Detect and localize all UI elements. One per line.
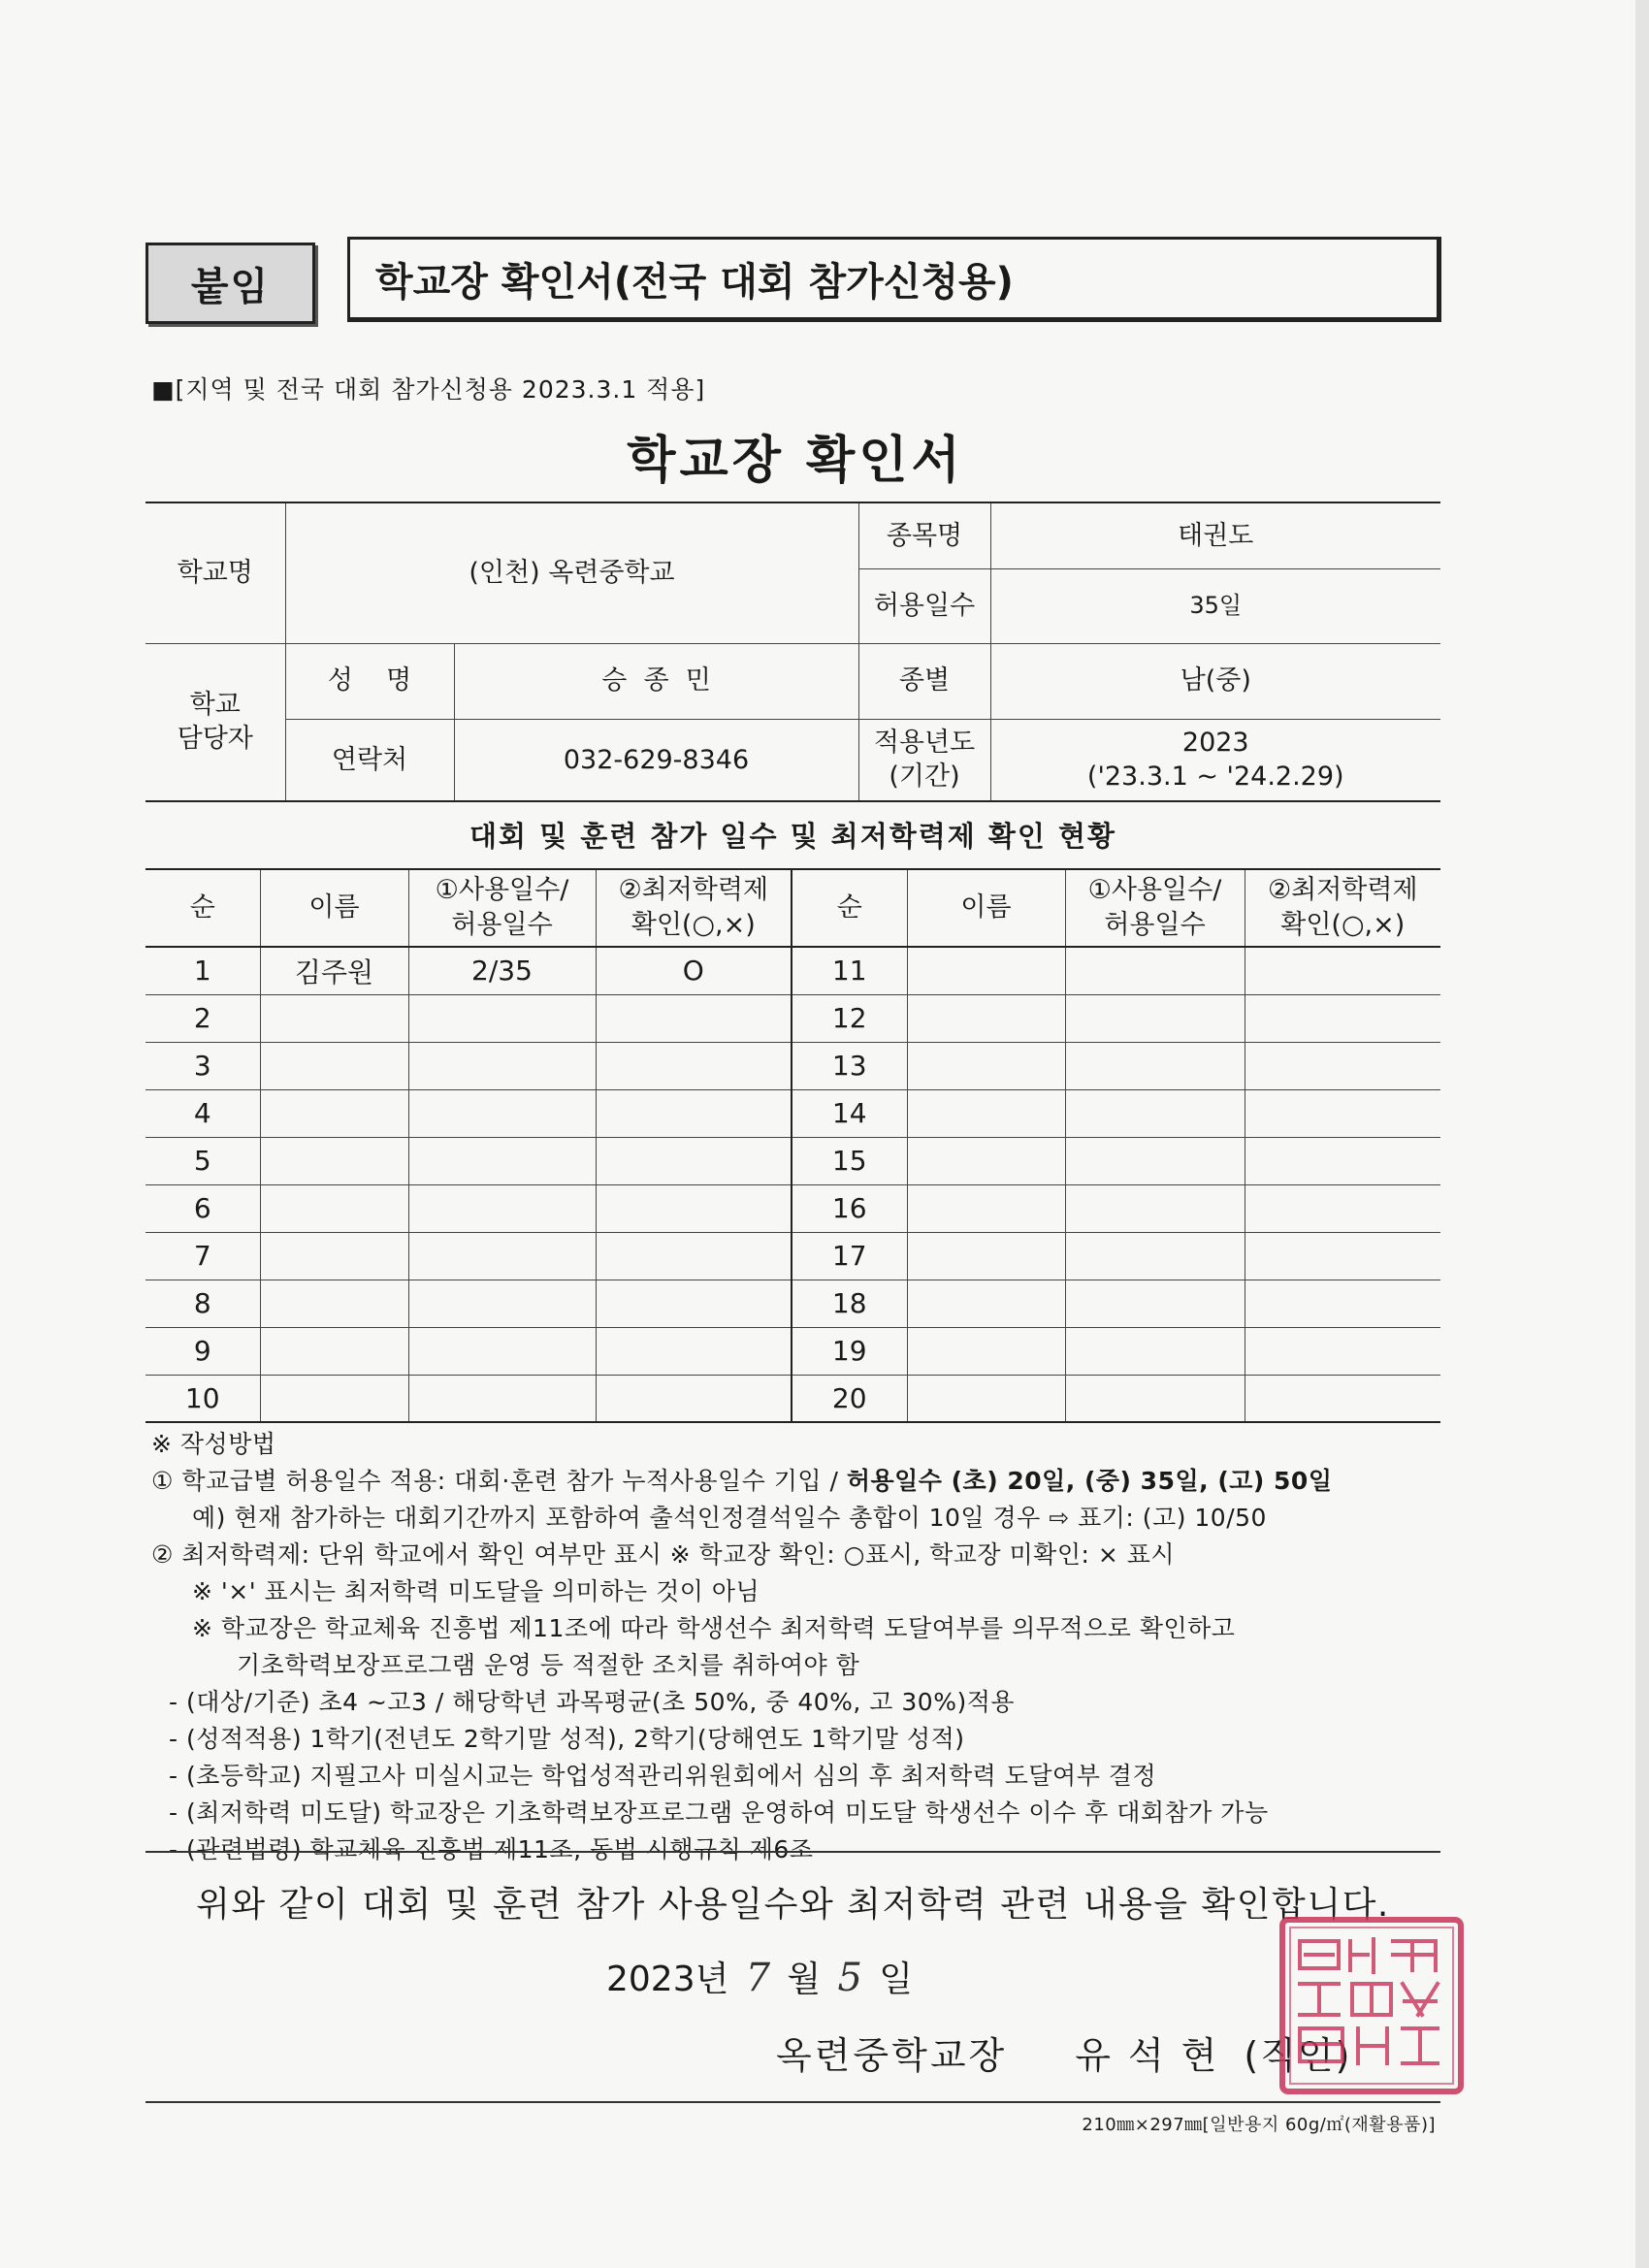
principal-title: 옥련중학교장 — [776, 2034, 1008, 2077]
row-name-right — [907, 1375, 1065, 1422]
row-min-right — [1245, 1137, 1440, 1184]
apply-period: ('23.3.1 ~ '24.2.29) — [1086, 761, 1344, 793]
header-used-left: ①사용일수/ 허용일수 — [408, 869, 596, 947]
name-value: 승 종 민 — [454, 643, 858, 719]
header-no-left: 순 — [146, 869, 260, 947]
principal-signature — [776, 2025, 1351, 2079]
row-min-left: O — [596, 947, 792, 994]
form-title-box: 학교장 확인서(전국 대회 참가신청용) — [347, 237, 1441, 322]
row-used-right — [1065, 1232, 1245, 1280]
table-row — [146, 1137, 1440, 1184]
instructions-heading: ※ 작성방법 — [151, 1430, 276, 1458]
contact-value: 032-629-8346 — [454, 719, 858, 801]
header-name-left: 이름 — [260, 869, 408, 947]
event-value: 태권도 — [990, 502, 1440, 568]
row-name-right — [907, 1089, 1065, 1137]
table-row — [146, 1232, 1440, 1280]
row-min-right — [1245, 1232, 1440, 1280]
school-info-table — [146, 502, 1440, 802]
row-min-left — [596, 1232, 792, 1280]
row-used-right — [1065, 994, 1245, 1042]
contact-label: 연락처 — [285, 719, 454, 801]
date-year: 2023년 — [606, 1960, 729, 1999]
table-row — [146, 947, 1440, 994]
row-no-left: 9 — [146, 1327, 260, 1375]
category-label: 종별 — [858, 643, 990, 719]
section-title: 대회 및 훈련 참가 일수 및 최저학력제 확인 현황 — [469, 820, 1117, 853]
instruction-line-4: ※ '×' 표시는 최저학력 미도달을 의미하는 것이 아님 — [192, 1577, 760, 1605]
row-name-right — [907, 1232, 1065, 1280]
table-row — [146, 1280, 1440, 1327]
row-used-right — [1065, 1137, 1245, 1184]
row-used-right — [1065, 1042, 1245, 1089]
row-used-left — [408, 1280, 596, 1327]
row-name-right — [907, 1327, 1065, 1375]
instruction-line-1-bold: 허용일수 (초) 20일, (중) 35일, (고) 50일 — [846, 1467, 1333, 1495]
instruction-line-11: - (관련법령) 학교체육 진흥법 제11조, 동법 시행규칙 제6조 — [169, 1835, 814, 1863]
official-seal-stamp — [1278, 1916, 1465, 2095]
instruction-line-6: 기초학력보장프로그램 운영 등 적절한 조치를 취하여야 함 — [237, 1651, 860, 1679]
row-no-left: 1 — [146, 947, 260, 994]
row-used-left — [408, 1232, 596, 1280]
instruction-line-8: - (성적적용) 1학기(전년도 2학기말 성적), 2학기(당해연도 1학기말 성적) — [169, 1725, 965, 1753]
seal-label: (직인) — [1244, 2034, 1352, 2077]
row-used-right — [1065, 1184, 1245, 1232]
attach-label: 붙임 — [146, 243, 315, 324]
date-month: 7 — [745, 1956, 771, 2000]
row-used-left — [408, 1042, 596, 1089]
row-no-left: 4 — [146, 1089, 260, 1137]
row-no-right: 16 — [792, 1184, 907, 1232]
table-row — [146, 1184, 1440, 1232]
row-no-right: 11 — [792, 947, 907, 994]
row-min-right — [1245, 947, 1440, 994]
row-min-right — [1245, 1327, 1440, 1375]
row-no-right: 19 — [792, 1327, 907, 1375]
header-min-left: ②최저학력제 확인(○,×) — [596, 869, 792, 947]
apply-year-value — [990, 719, 1440, 801]
row-used-left: 2/35 — [408, 947, 596, 994]
document-title: 학교장 확인서 — [627, 432, 964, 490]
row-min-left — [596, 1280, 792, 1327]
row-used-left — [408, 994, 596, 1042]
confirmation-statement: 위와 같이 대회 및 훈련 참가 사용일수와 최저학력 관련 내용을 확인합니다. — [196, 1885, 1390, 1925]
footer-divider — [146, 2101, 1440, 2103]
row-min-right — [1245, 1280, 1440, 1327]
principal-name: 유석현 — [1075, 2034, 1235, 2077]
event-label: 종목명 — [858, 502, 990, 568]
instruction-line-5: ※ 학교장은 학교체육 진흥법 제11조에 따라 학생선수 최저학력 도달여부를 의무적으로 확인하고 — [192, 1614, 1236, 1642]
row-no-right: 18 — [792, 1280, 907, 1327]
row-used-right — [1065, 1327, 1245, 1375]
date-day-unit: 일 — [879, 1960, 913, 1999]
row-name-left — [260, 1042, 408, 1089]
header-name-right: 이름 — [907, 869, 1065, 947]
row-no-left: 8 — [146, 1280, 260, 1327]
row-name-left — [260, 1232, 408, 1280]
allowed-days-label: 허용일수 — [858, 568, 990, 643]
row-no-right: 17 — [792, 1232, 907, 1280]
category-value: 남(중) — [990, 643, 1440, 719]
row-name-left — [260, 1089, 408, 1137]
paper-spec-footer: 210㎜×297㎜[일반용지 60g/㎡(재활용품)] — [1082, 2115, 1436, 2135]
row-name-left — [260, 1375, 408, 1422]
school-name-label: 학교명 — [146, 502, 285, 643]
row-min-left — [596, 1327, 792, 1375]
allowed-days-value: 35일 — [990, 568, 1440, 643]
row-min-right — [1245, 1184, 1440, 1232]
row-used-left — [408, 1184, 596, 1232]
row-min-right — [1245, 1042, 1440, 1089]
row-name-right — [907, 1184, 1065, 1232]
row-min-left — [596, 994, 792, 1042]
row-name-left — [260, 1280, 408, 1327]
row-used-right — [1065, 947, 1245, 994]
row-used-left — [408, 1327, 596, 1375]
row-no-right: 13 — [792, 1042, 907, 1089]
row-min-left — [596, 1375, 792, 1422]
table-row — [146, 1089, 1440, 1137]
row-name-left — [260, 1184, 408, 1232]
instruction-line-7: - (대상/기준) 초4 ~고3 / 해당학년 과목평균(초 50%, 중 40%, 고 30%)적용 — [169, 1688, 1015, 1716]
row-min-left — [596, 1137, 792, 1184]
header-min-right: ②최저학력제 확인(○,×) — [1245, 869, 1440, 947]
row-min-left — [596, 1184, 792, 1232]
apply-year: 2023 — [1181, 728, 1249, 759]
date-day: 5 — [837, 1956, 862, 2000]
row-no-left: 2 — [146, 994, 260, 1042]
row-used-right — [1065, 1089, 1245, 1137]
row-min-right — [1245, 1089, 1440, 1137]
row-name-right — [907, 994, 1065, 1042]
row-used-left — [408, 1089, 596, 1137]
instruction-line-3: ② 최저학력제: 단위 학교에서 확인 여부만 표시 ※ 학교장 확인: ○표시, 학교장 미확인: × 표시 — [151, 1540, 1176, 1569]
row-no-left: 6 — [146, 1184, 260, 1232]
row-no-right: 14 — [792, 1089, 907, 1137]
row-name-left — [260, 994, 408, 1042]
header-no-right: 순 — [792, 869, 907, 947]
row-no-left: 5 — [146, 1137, 260, 1184]
instruction-line-9: - (초등학교) 지필고사 미실시교는 학업성적관리위원회에서 심의 후 최저학력 도달여부 결정 — [169, 1762, 1157, 1790]
row-min-right — [1245, 994, 1440, 1042]
row-min-left — [596, 1089, 792, 1137]
apply-year-label: 적용년도 (기간) — [858, 719, 990, 801]
row-used-right — [1065, 1375, 1245, 1422]
school-name-value: (인천) 옥련중학교 — [285, 502, 858, 643]
row-name-right — [907, 1137, 1065, 1184]
date-month-unit: 월 — [787, 1960, 822, 1999]
row-used-right — [1065, 1280, 1245, 1327]
row-name-left: 김주원 — [260, 947, 408, 994]
scan-edge — [1635, 0, 1649, 2268]
table-row — [146, 1042, 1440, 1089]
divider — [146, 1851, 1440, 1853]
name-label: 성 명 — [285, 643, 454, 719]
row-no-left: 7 — [146, 1232, 260, 1280]
row-no-left: 10 — [146, 1375, 260, 1422]
instruction-line-2: 예) 현재 참가하는 대회기간까지 포함하여 출석인정결석일수 총합이 10일 경우 ⇨ 표기: (고) 10/50 — [192, 1504, 1267, 1532]
row-min-right — [1245, 1375, 1440, 1422]
row-used-left — [408, 1137, 596, 1184]
row-name-right — [907, 1280, 1065, 1327]
row-used-left — [408, 1375, 596, 1422]
instructions — [151, 1426, 1451, 1868]
instruction-line-1 — [151, 1463, 1451, 1500]
header-used-right: ①사용일수/ 허용일수 — [1065, 869, 1245, 947]
row-name-right — [907, 947, 1065, 994]
table-row — [146, 1375, 1440, 1422]
row-min-left — [596, 1042, 792, 1089]
instruction-line-1-text: ① 학교급별 허용일수 적용: 대회·훈련 참가 누적사용일수 기입 / — [151, 1467, 847, 1495]
issue-date — [606, 1952, 913, 2001]
table-row — [146, 994, 1440, 1042]
applicability-note: ■[지역 및 전국 대회 참가신청용 2023.3.1 적용] — [151, 375, 706, 404]
instruction-line-10: - (최저학력 미도달) 학교장은 기초학력보장프로그램 운영하여 미도달 학생선수 이수 후 대회참가 가능 — [169, 1798, 1269, 1827]
row-no-right: 15 — [792, 1137, 907, 1184]
manager-label: 학교 담당자 — [146, 643, 285, 801]
participation-table — [146, 868, 1440, 1423]
row-no-left: 3 — [146, 1042, 260, 1089]
table-row — [146, 1327, 1440, 1375]
row-name-left — [260, 1137, 408, 1184]
row-name-right — [907, 1042, 1065, 1089]
row-name-left — [260, 1327, 408, 1375]
row-no-right: 12 — [792, 994, 907, 1042]
row-no-right: 20 — [792, 1375, 907, 1422]
